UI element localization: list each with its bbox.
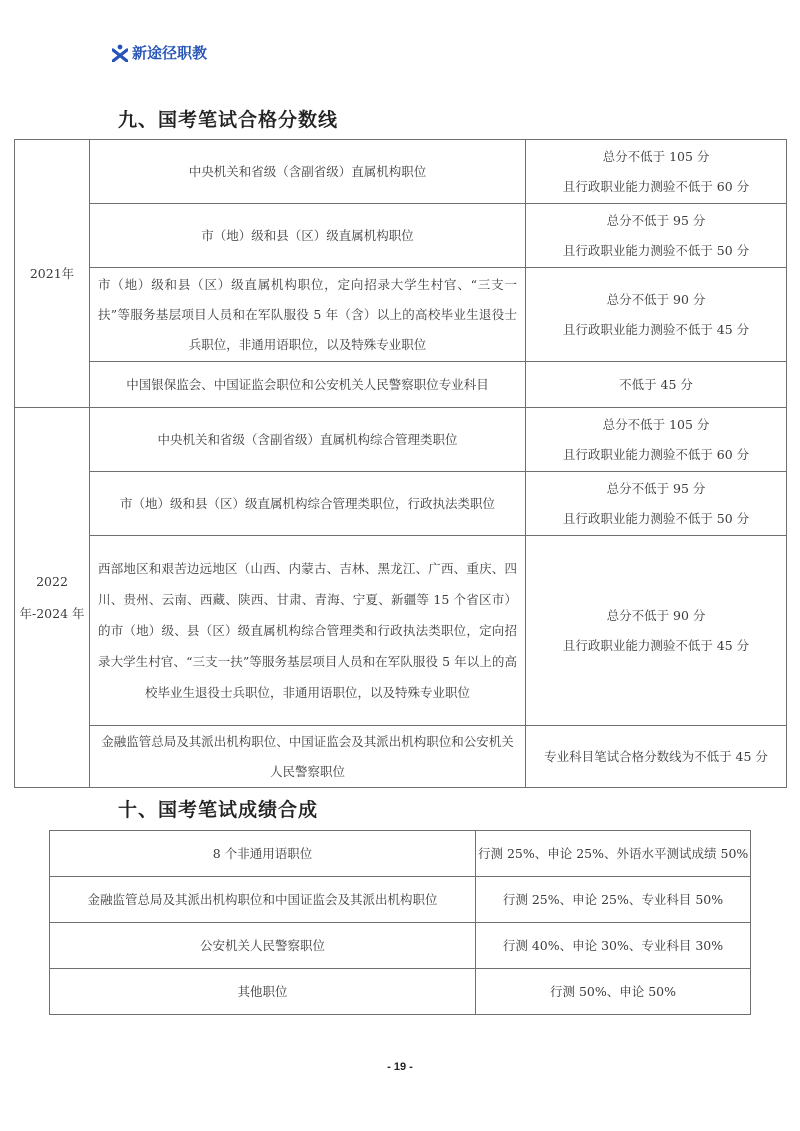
position-cell: 西部地区和艰苦边远地区（山西、内蒙古、吉林、黑龙江、广西、重庆、四川、贵州、云南、西藏、陕西、甘肃、青海、宁夏、新疆等 15 个省区市）的市（地）级、县（区）级直属机构综合管理类和行政执法类职位，定向招录大学生村官、“三支一扶”等服务基层项目人员和在军队服役 5 年以上的高校毕业生退役士兵职位，非通用语职位，以及特殊专业职位: [90, 536, 526, 726]
score-cell: [526, 536, 787, 726]
table-row: [15, 726, 787, 788]
composition-cell: 行测 25%、申论 25%、外语水平测试成绩 50%: [476, 831, 751, 877]
table-row: [50, 877, 751, 923]
score-cell: [526, 140, 787, 204]
composition-cell: 行测 50%、申论 50%: [476, 969, 751, 1015]
table-row: [15, 472, 787, 536]
score-total: 总分不低于 95 分: [606, 212, 706, 228]
table-row: [15, 204, 787, 268]
position-cell: 其他职位: [50, 969, 476, 1015]
year-cell: 2021年: [15, 140, 90, 408]
score-total: 总分不低于 105 分: [602, 416, 710, 432]
score-cell: [526, 726, 787, 788]
position-cell: 8 个非通用语职位: [50, 831, 476, 877]
passing-score-table: [14, 139, 787, 788]
score-total: 总分不低于 90 分: [606, 291, 706, 307]
table-row: [15, 362, 787, 408]
table-row: [15, 140, 787, 204]
score-cell: [526, 472, 787, 536]
score-xingce: 且行政职业能力测验不低于 60 分: [562, 446, 750, 462]
table-row: [50, 969, 751, 1015]
brand-logo: [112, 42, 207, 63]
position-cell: 中央机关和省级（含副省级）直属机构职位: [90, 140, 526, 204]
score-xingce: 且行政职业能力测验不低于 45 分: [562, 637, 750, 653]
score-total: 不低于 45 分: [619, 376, 693, 392]
score-xingce: 且行政职业能力测验不低于 50 分: [562, 242, 750, 258]
score-composition-table: [49, 830, 751, 1015]
score-cell: [526, 204, 787, 268]
logo-text: 新途径职教: [132, 44, 208, 62]
table-row: [15, 408, 787, 472]
position-cell: 市（地）级和县（区）级直属机构综合管理类职位，行政执法类职位: [90, 472, 526, 536]
section-title-score-composition: 十、国考笔试成绩合成: [118, 799, 319, 821]
table-row: [15, 268, 787, 362]
position-cell: 市（地）级和县（区）级直属机构职位，定向招录大学生村官、“三支一扶”等服务基层项目人员和在军队服役 5 年（含）以上的高校毕业生退役士兵职位，非通用语职位，以及特殊专业职位: [90, 268, 526, 362]
x-person-logo-icon: [112, 44, 128, 62]
table-row: [50, 923, 751, 969]
position-cell: 中国银保监会、中国证监会职位和公安机关人民警察职位专业科目: [90, 362, 526, 408]
score-cell: [526, 408, 787, 472]
page-number: - 19 -: [387, 1061, 413, 1073]
position-cell: 公安机关人民警察职位: [50, 923, 476, 969]
score-total: 总分不低于 90 分: [606, 607, 706, 623]
position-cell: 中央机关和省级（含副省级）直属机构综合管理类职位: [90, 408, 526, 472]
score-total: 总分不低于 95 分: [606, 480, 706, 496]
score-xingce: 且行政职业能力测验不低于 60 分: [562, 178, 750, 194]
table-row: [50, 831, 751, 877]
position-cell: 金融监管总局及其派出机构职位和中国证监会及其派出机构职位: [50, 877, 476, 923]
table-row: [15, 536, 787, 726]
position-cell: 市（地）级和县（区）级直属机构职位: [90, 204, 526, 268]
composition-cell: 行测 25%、申论 25%、专业科目 50%: [476, 877, 751, 923]
score-xingce: 且行政职业能力测验不低于 50 分: [562, 510, 750, 526]
score-total: 总分不低于 105 分: [602, 148, 710, 164]
score-professional: 专业科目笔试合格分数线为不低于 45 分: [544, 748, 768, 764]
year-cell: 2022 年-2024 年: [15, 408, 90, 788]
section-title-passing-scores: 九、国考笔试合格分数线: [118, 109, 339, 131]
score-cell: [526, 362, 787, 408]
score-xingce: 且行政职业能力测验不低于 45 分: [562, 321, 750, 337]
composition-cell: 行测 40%、申论 30%、专业科目 30%: [476, 923, 751, 969]
position-cell: 金融监管总局及其派出机构职位、中国证监会及其派出机构职位和公安机关人民警察职位: [90, 726, 526, 788]
score-cell: [526, 268, 787, 362]
